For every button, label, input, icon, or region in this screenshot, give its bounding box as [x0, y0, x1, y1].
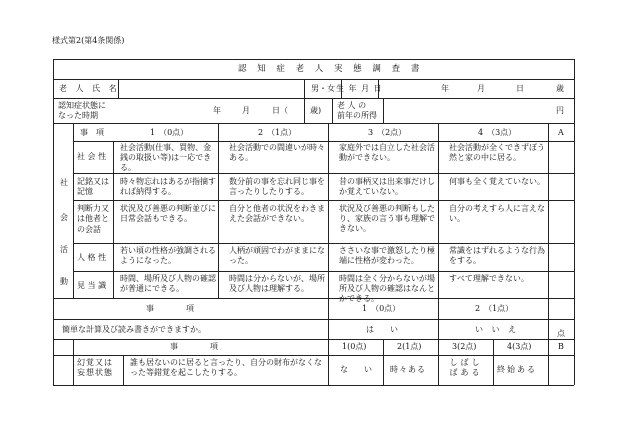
row-social-option-4[interactable]: 社会活動が全くできずぼう然と家の中に居る。: [449, 143, 545, 162]
b-header-item: 事 項: [170, 342, 218, 351]
form-title: 認 知 症 老 人 実 態 調 査 書: [238, 64, 424, 74]
score-unit: 点: [557, 329, 565, 338]
birth-month[interactable]: 月: [477, 84, 485, 93]
birth-year[interactable]: 年: [441, 84, 449, 93]
name-label: 老 人 氏 名: [59, 84, 120, 93]
social-side-label-4: 動: [60, 277, 68, 286]
calc-header-2: 2 （1点）: [475, 304, 514, 313]
income-label-1: 老 人 の: [337, 101, 367, 110]
name-field[interactable]: [119, 80, 303, 97]
row-personality-option-1[interactable]: 若い頃の性格が強調されるようになった。: [120, 246, 216, 265]
row-orientation-option-2[interactable]: 時間は分からないが、場所及び人物は理解する。: [229, 274, 325, 293]
onset-label-2: なった時期: [58, 111, 98, 120]
form-number: 様式第2(第4条関係): [52, 36, 125, 45]
calc-answer-no[interactable]: い い え: [475, 325, 520, 334]
col-header-code-a: A: [558, 128, 564, 137]
col-header-4: 4 （3点）: [478, 128, 517, 137]
row-personality-option-2[interactable]: 人柄が頑固でわがままになった。: [229, 246, 325, 265]
calc-header-item: 事 項: [146, 304, 194, 313]
income-unit: 円: [556, 106, 564, 115]
row-orientation-option-1[interactable]: 時間、場所及び人物の確認が普通にできる。: [120, 274, 216, 293]
row-memory-option-1[interactable]: 時々物忘れはあるが指摘すれば納得する。: [120, 177, 216, 196]
row-memory-option-3[interactable]: 昔の事柄又は出来事だけしか覚えていない。: [339, 177, 435, 196]
calc-answer-yes[interactable]: は い: [366, 325, 398, 334]
col-header-1: 1 （0点）: [150, 128, 189, 137]
row-orientation-option-4[interactable]: すべて理解できない。: [449, 274, 529, 283]
b-option-2[interactable]: 時々ある: [390, 365, 426, 374]
calc-header-1: 1 （0点）: [362, 304, 401, 313]
b-option-1[interactable]: な い: [340, 365, 372, 374]
row-memory-option-4[interactable]: 何事も全く覚えていない。: [449, 177, 545, 186]
social-side-label-1: 社: [60, 178, 68, 187]
row-personality-option-3[interactable]: ささいな事で激怒したり極端に性格が変わった。: [339, 246, 435, 265]
b-row-text: 誰も居ないのに居ると言ったり、自分の財布がなくなった等錯覚を起こしたりする。: [130, 358, 322, 377]
income-label-2: 前年の所得: [337, 111, 377, 120]
onset-label-1: 認知症状態に: [58, 101, 106, 110]
onset-month[interactable]: 月: [242, 106, 250, 115]
social-side-label-2: 会: [60, 213, 68, 222]
onset-year[interactable]: 年: [213, 106, 221, 115]
social-side-label-3: 活: [60, 245, 68, 254]
row-judgment-option-3[interactable]: 状況及び善悪の判断もしたり、家族の言う事も理解できない。: [339, 204, 435, 233]
b-header-2: 2(1点): [397, 342, 422, 351]
calc-question: 簡単な計算及び読み書きができますか。: [62, 325, 206, 334]
row-label-social: 社 会 性: [77, 152, 107, 161]
row-personality-option-4[interactable]: 常識をはずれるような行為をする。: [449, 246, 545, 265]
b-option-4[interactable]: 終始ある: [497, 365, 537, 374]
onset-day[interactable]: 日（: [272, 106, 288, 115]
col-header-item: 事 項: [80, 128, 104, 137]
row-memory-option-2[interactable]: 数分前の事を忘れ同じ事を言ったりしたりする。: [229, 177, 325, 196]
b-header-4: 4(3点): [507, 342, 532, 351]
col-header-3: 3 （2点）: [368, 128, 407, 137]
b-option-3[interactable]: しばしばある: [449, 358, 483, 377]
gender-label[interactable]: 男・女: [311, 84, 335, 93]
row-judgment-option-4[interactable]: 自分の考えすら人に言えない。: [449, 204, 545, 223]
row-label-judgment: 判断力又は他者との会話: [77, 204, 109, 234]
b-header-3: 3(2点): [452, 342, 477, 351]
b-row-label: 幻覚又は妄想状態: [77, 358, 113, 377]
row-social-option-1[interactable]: 社会活動(仕事、買物、金銭の取扱い等)は一応できる。: [120, 143, 212, 172]
row-social-option-3[interactable]: 家庭外では自立した社会活動ができない。: [339, 143, 435, 162]
birth-date-label: 生 年 月 日: [336, 84, 383, 93]
row-orientation-option-3[interactable]: 時間は全く分からないが場所及び人物の確認はなんとかできる。: [339, 274, 435, 303]
row-label-orientation: 見 当 識: [77, 281, 107, 290]
row-judgment-option-1[interactable]: 状況及び善悪の判断並びに日常会話もできる。: [120, 204, 216, 223]
b-code: B: [558, 342, 564, 351]
col-header-2: 2 （1点）: [258, 128, 297, 137]
age-unit: 歳: [556, 84, 564, 93]
onset-age[interactable]: 歳): [310, 106, 322, 115]
birth-day[interactable]: 日: [516, 84, 524, 93]
row-label-personality: 人 格 性: [77, 253, 107, 262]
row-social-option-2[interactable]: 社会活動での間違いが時々ある。: [229, 143, 325, 162]
row-label-memory: 記銘又は記憶: [77, 177, 109, 196]
b-header-1: 1(0点): [342, 342, 367, 351]
row-judgment-option-2[interactable]: 自分と他者の状況をわきまえた会話ができない。: [229, 204, 325, 223]
